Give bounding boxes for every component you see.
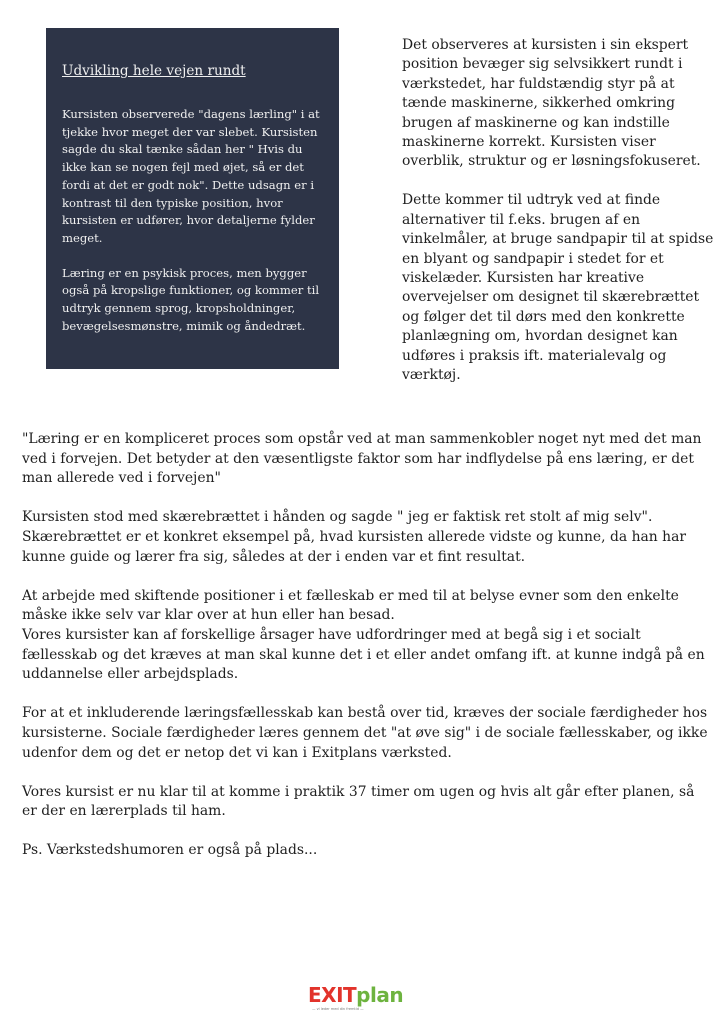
info-box-paragraph: Kursisten observerede "dagens lærling" i at tjekke hvor meget der var slebet. Kursisten sagde du skal tænke sådan her " Hvis du ikke kan se nogen fejl med øjet, så er det fordi at det er godt nok". Dette udsagn er i kontrast til den typiske position, hvor kursisten er udfører, hvor detaljerne fylder meget. <box>62 107 320 245</box>
info-box <box>46 28 339 369</box>
main-text <box>22 430 712 881</box>
body-paragraph: Kursisten stod med skærebrættet i hånden og sagde " jeg er faktisk ret stolt af mig selv". Skærebrættet er et konkret eksempel på, hvad kursisten allerede vidste og kunne, da han har kunne guide og lærer fra sig, således at der i enden var et fint resultat. <box>22 509 687 565</box>
logo-plan: plan <box>356 983 404 1007</box>
logo-tagline: — vi leder med din fremtid — <box>312 1007 364 1011</box>
body-paragraph <box>22 587 712 685</box>
info-box-paragraph: Læring er en psykisk proces, men bygger også på kropslige funktioner, og kommer til udtryk gennem sprog, kropsholdninger, bevægelsesmønstre, mimik og åndedræt. <box>62 265 320 333</box>
body-paragraph: Vores kursist er nu klar til at komme i praktik 37 timer om ugen og hvis alt går efter planen, så er der en lærerplads til ham. <box>22 783 695 820</box>
info-box-title: Udvikling hele vejen rundt <box>62 63 246 79</box>
quote-paragraph: "Læring er en kompliceret proces som opstår ved at man sammenkobler noget nyt med det man ved i forvejen. Det betyder at den væsentligste faktor som har indflydelse på ens læring, er det man allerede ved i forvejen" <box>22 431 702 487</box>
body-paragraph: Ps. Værkstedshumoren er også på plads... <box>22 842 318 859</box>
right-column-paragraph: Dette kommer til udtryk ved at finde alternativer til f.eks. brugen af en vinkelmåler, at bruge sandpapir til at spidse en blyant og sandpapir i stedet for et viskelæder. Kursisten har kreative overvejelser om designet til skærebrættet og følger det til dørs med den konkrette planlægning om, hvordan designet kan udføres i praksis ift. materialevalg og værktøj. <box>402 192 714 383</box>
exitplan-logo <box>308 985 418 1015</box>
body-paragraph-line: Vores kursister kan af forskellige årsager have udfordringer med at begå sig i et socialt fællesskab og det kræves at man skal kunne det i et eller andet omfang ift. at kunne indgå på en uddannelse eller arbejdsplads. <box>22 626 705 683</box>
logo-exit: EXIT <box>308 983 357 1007</box>
body-paragraph: For at et inkluderende læringsfællesskab kan bestå over tid, kræves der sociale færdigheder hos kursisterne. Sociale færdigheder læres gennem det "at øve sig" i de sociale fællesskaber, og ikke udenfor dem og det er netop det vi kan i Exitplans værksted. <box>22 705 708 761</box>
right-column-paragraph: Det observeres at kursisten i sin ekspert position bevæger sig selvsikkert rundt i værkstedet, har fuldstændig styr på at tænde maskinerne, sikkerhed omkring brugen af maskinerne og kan indstille maskinerne korrekt. Kursisten viser overblik, struktur og er løsningsfokuseret. <box>402 37 701 170</box>
right-column <box>402 36 716 405</box>
body-paragraph-line: At arbejde med skiftende positioner i et fælleskab er med til at belyse evner som den enkelte måske ikke selv var klar over at hun eller han besad. <box>22 587 679 624</box>
